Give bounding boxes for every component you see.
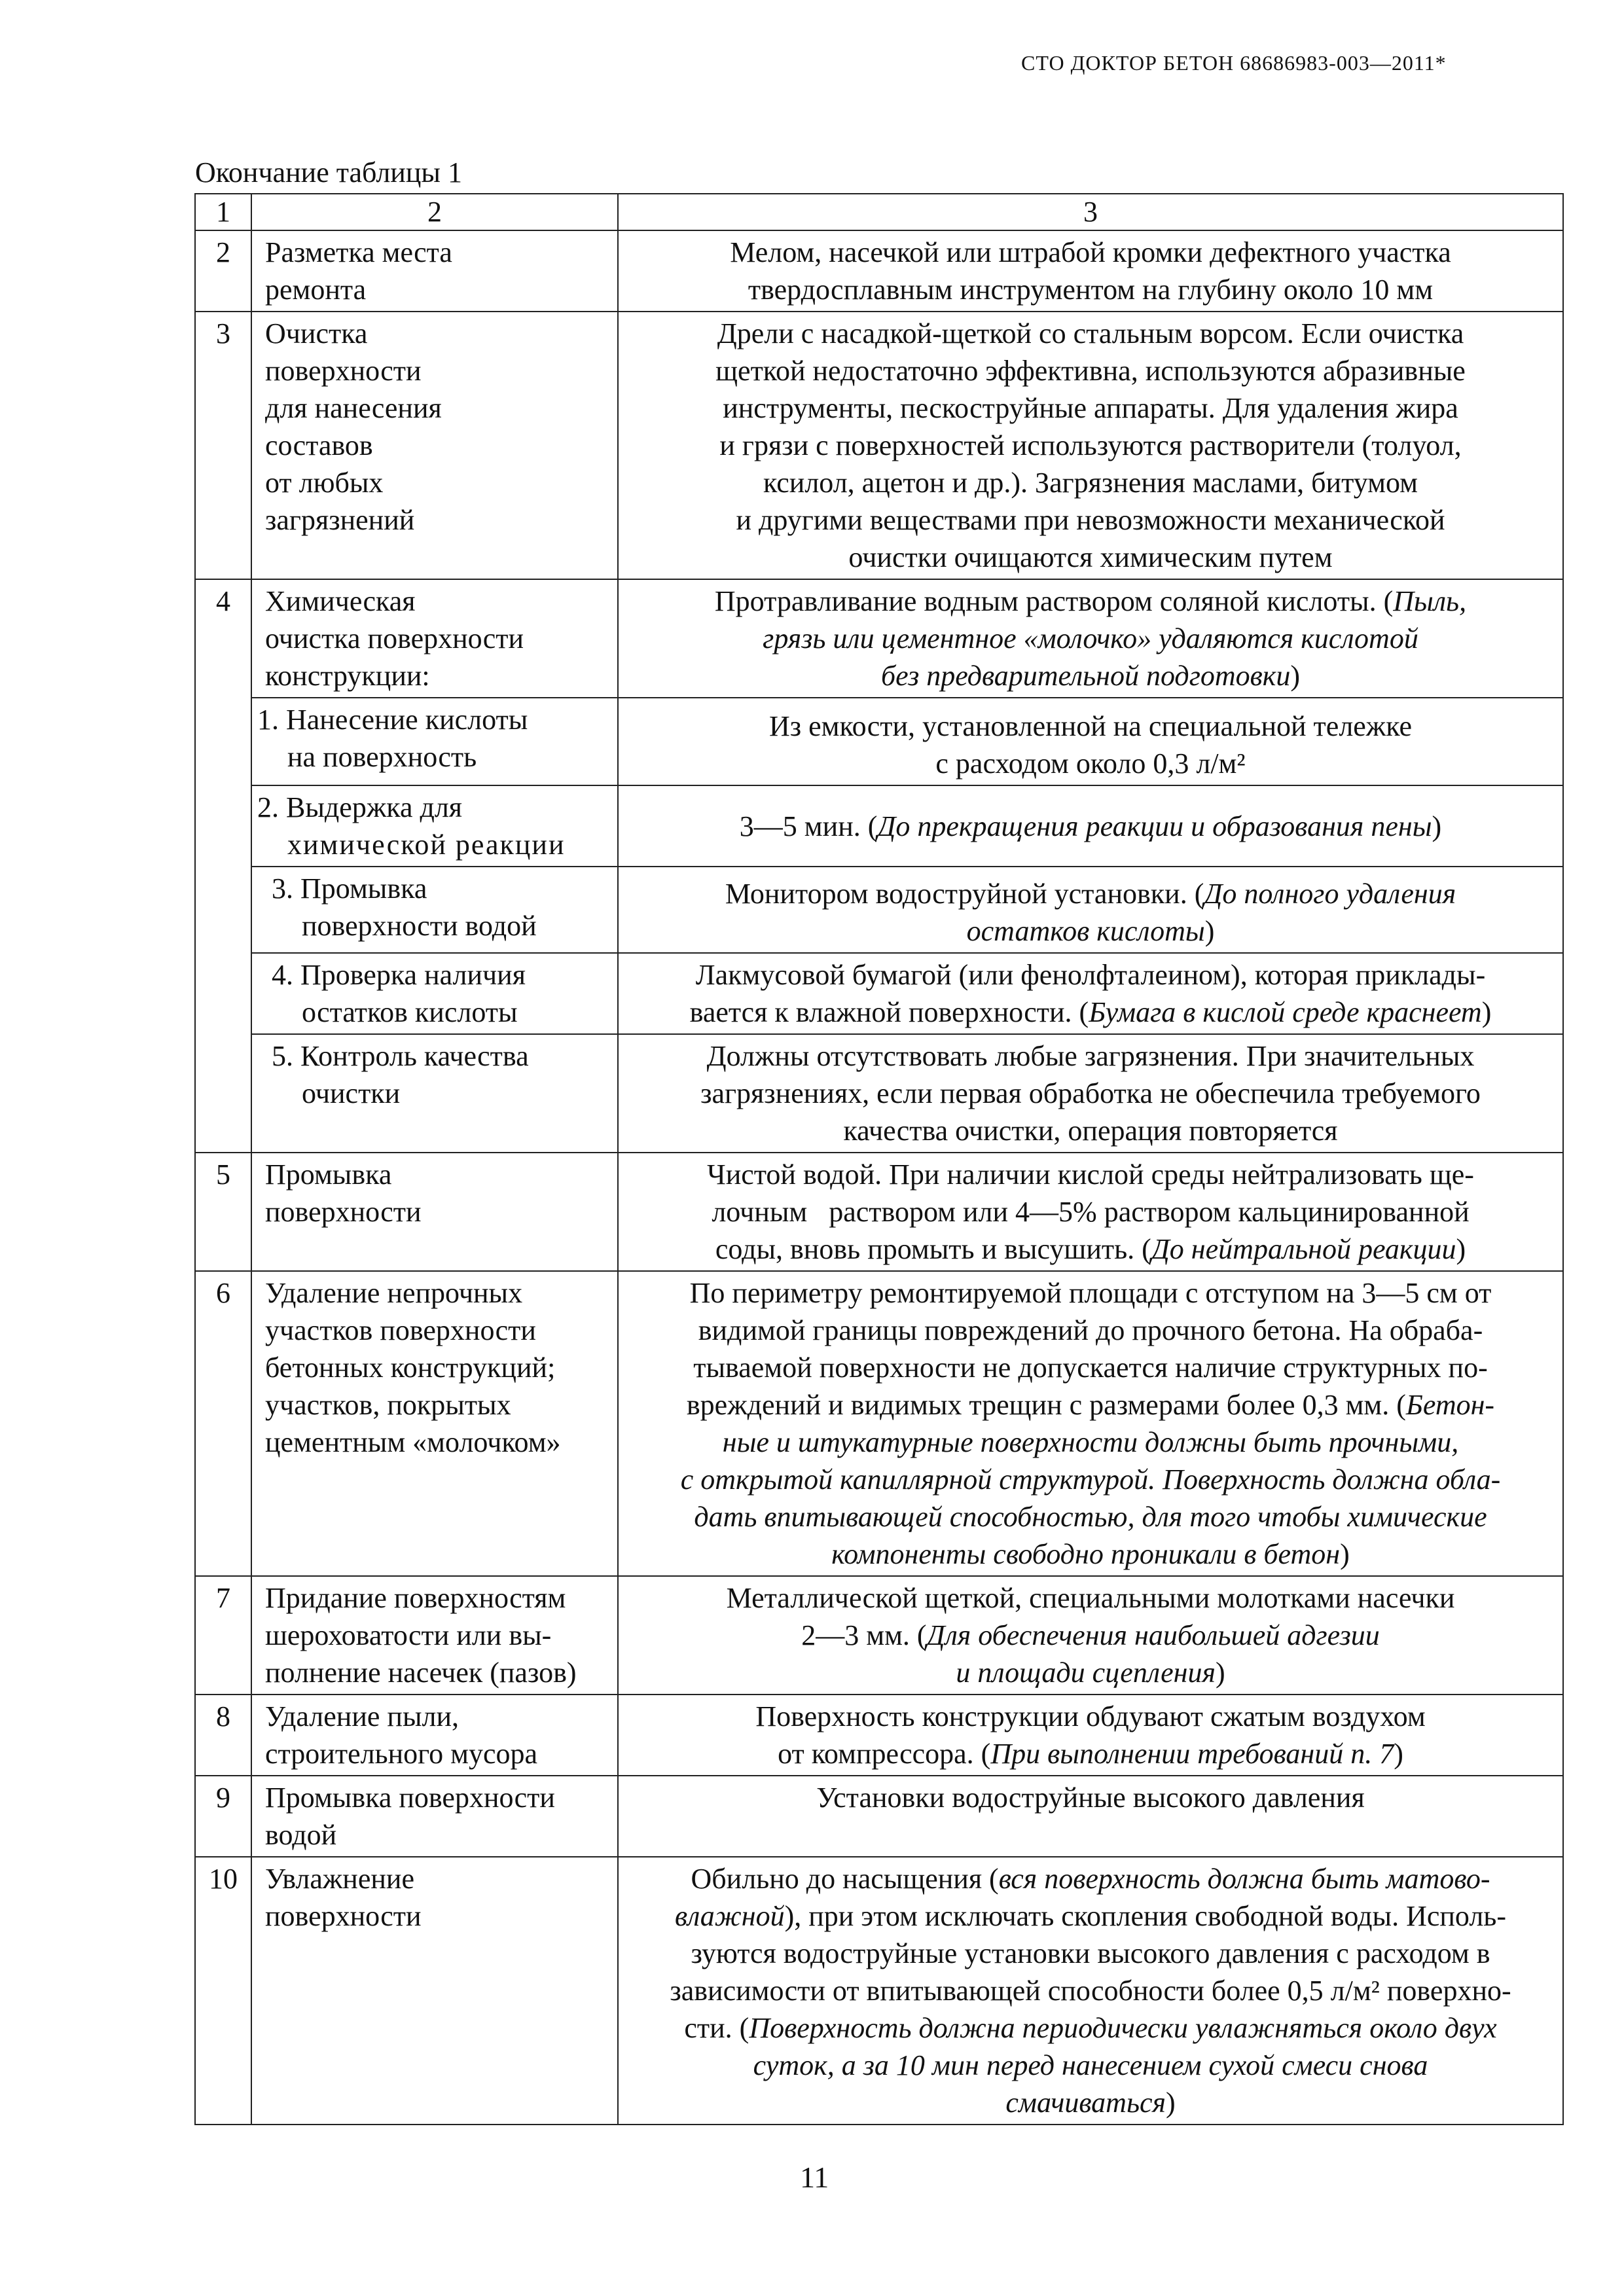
method-line: видимой границы повреждений до прочного бетона. На обраба- (698, 1314, 1483, 1346)
row-number: 5 (195, 1153, 251, 1271)
method-line: лочным раствором или 4—5% раствором кальцинированной (712, 1196, 1470, 1228)
method-note: и площади сцепления (956, 1657, 1216, 1689)
row-number: 4 (195, 579, 251, 1153)
method-text: Монитором водоструйной установки. ( (725, 878, 1204, 910)
operation-cell (251, 785, 618, 867)
operation-line: полнение насечек (пазов) (265, 1657, 577, 1689)
method-note: ные и штукатурные поверхности должны быть прочными, (722, 1426, 1459, 1458)
operation-line: строительного мусора (265, 1738, 538, 1770)
table-subrow (195, 953, 1563, 1034)
operation-line: Придание поверхностям (265, 1582, 566, 1614)
operation-line: шероховатости или вы- (265, 1619, 552, 1651)
method-line: Лакмусовой бумагой (или фенолфталеином), которая приклады- (695, 959, 1486, 991)
table-row (195, 579, 1563, 698)
operation-line: очистки (302, 1077, 401, 1109)
method-line: загрязнениях, если первая обработка не обеспечила требуемого (700, 1077, 1481, 1109)
operation-cell (251, 1271, 618, 1576)
method-text: ) (1290, 660, 1300, 692)
table-subrow (195, 698, 1563, 785)
operation-line: поверхности (265, 355, 422, 387)
method-line: Чистой водой. При наличии кислой среды нейтрализовать ще- (707, 1158, 1474, 1191)
operation-line: Разметка места (265, 236, 452, 268)
table-subrow (195, 785, 1563, 867)
method-line: Металлической щеткой, специальными молотками насечки (726, 1582, 1455, 1614)
method-text: ) (1394, 1738, 1403, 1770)
method-text: ) (1215, 1657, 1225, 1689)
operation-line: 1. Нанесение кислоты (257, 704, 528, 736)
operation-line: 3. Промывка (272, 872, 427, 905)
row-number: 7 (195, 1576, 251, 1695)
method-line: с расходом около 0,3 л/м² (935, 747, 1246, 780)
table-row (195, 1776, 1563, 1857)
operation-line: остатков кислоты (302, 996, 518, 1028)
table-subrow (195, 1034, 1563, 1153)
method-text: 2—3 мм. ( (801, 1619, 927, 1651)
method-note: Для обеспечения наибольшей адгезии (926, 1619, 1380, 1651)
method-text: ) (1481, 996, 1492, 1028)
operation-line: Промывка (265, 1158, 392, 1191)
operation-cell (251, 953, 618, 1034)
operation-cell (251, 579, 618, 698)
method-note: До прекращения реакции и образования пены (877, 810, 1432, 842)
row-number: 3 (195, 312, 251, 579)
document-header: СТО ДОКТОР БЕТОН 68686983-003—2011* (1021, 51, 1447, 75)
operation-line: Удаление непрочных (265, 1277, 523, 1309)
table-row (195, 1271, 1563, 1576)
method-text: 3—5 мин. ( (739, 810, 878, 842)
method-text: ) (1165, 2087, 1176, 2119)
table-row (195, 312, 1563, 579)
operation-line: 5. Контроль качества (272, 1040, 529, 1072)
page-number: 11 (800, 2161, 829, 2194)
operation-cell (251, 1857, 618, 2125)
operation-line: Удаление пыли, (265, 1700, 460, 1732)
operation-cell (251, 1776, 618, 1857)
table-subrow (195, 867, 1563, 953)
method-line: Поверхность конструкции обдувают сжатым воздухом (755, 1700, 1426, 1732)
method-line: Дрели с насадкой-щеткой со стальным ворсом. Если очистка (717, 317, 1464, 350)
table-row (195, 1695, 1563, 1776)
method-cell (618, 1153, 1563, 1271)
method-text: вается к влажной поверхности. ( (689, 996, 1089, 1028)
operation-line: 2. Выдержка для (257, 791, 463, 823)
operation-cell (251, 1034, 618, 1153)
operation-line: водой (265, 1819, 337, 1851)
operation-line: конструкции: (265, 660, 430, 692)
method-note: с открытой капиллярной структурой. Поверхность должна обла- (680, 1463, 1501, 1496)
method-note: вся поверхность должна быть матово- (998, 1863, 1490, 1895)
method-text: ) (1204, 915, 1215, 947)
operation-line: химической реакции (287, 829, 566, 861)
method-line: тываемой поверхности не допускается наличие структурных по- (693, 1352, 1488, 1384)
method-cell (618, 698, 1563, 785)
operation-line: участков, покрытых (265, 1389, 511, 1421)
operation-cell (251, 1153, 618, 1271)
method-cell (618, 867, 1563, 953)
column-header-3: 3 (618, 194, 1563, 230)
row-number: 2 (195, 230, 251, 312)
operation-line: составов (265, 429, 373, 461)
method-cell (618, 230, 1563, 312)
method-note: грязь или цементное «молочко» удаляются кислотой (763, 622, 1418, 655)
method-text: ), при этом исключать скопления свободной воды. Исполь- (784, 1900, 1507, 1932)
method-line: и другими веществами при невозможности механической (736, 504, 1445, 536)
table-caption: Окончание таблицы 1 (195, 156, 462, 188)
row-number: 6 (195, 1271, 251, 1576)
operation-line: от любых (265, 467, 384, 499)
method-note: без предварительной подготовки (881, 660, 1291, 692)
column-header-1: 1 (195, 194, 251, 230)
operation-line: Очистка (265, 317, 368, 350)
method-note: остатков кислоты (966, 915, 1205, 947)
method-cell (618, 1034, 1563, 1153)
operation-line: цементным «молочком» (265, 1426, 561, 1458)
method-note: дать впитывающей способностью, для того чтобы химические (694, 1501, 1487, 1533)
operation-line: Промывка поверхности (265, 1782, 555, 1814)
row-number: 9 (195, 1776, 251, 1857)
table-header-row (195, 194, 1563, 230)
operation-line: 4. Проверка наличия (272, 959, 526, 991)
operation-line: Химическая (265, 585, 416, 617)
method-text: от компрессора. ( (778, 1738, 991, 1770)
operation-line: Увлажнение (265, 1863, 414, 1895)
row-number: 10 (195, 1857, 251, 2125)
method-cell (618, 785, 1563, 867)
operation-line: на поверхность (287, 741, 477, 773)
operation-cell (251, 312, 618, 579)
method-note: Пыль, (1393, 585, 1467, 617)
operation-line: поверхности водой (302, 910, 537, 942)
method-cell (618, 1857, 1563, 2125)
method-line: ксилол, ацетон и др.). Загрязнения маслами, битумом (763, 467, 1418, 499)
method-note: суток, а за 10 мин перед нанесением сухой смеси снова (753, 2049, 1428, 2081)
method-note: Бумага в кислой среде краснеет (1089, 996, 1482, 1028)
method-cell (618, 579, 1563, 698)
row-number: 8 (195, 1695, 251, 1776)
method-note: При выполнении требований п. 7 (990, 1738, 1394, 1770)
operations-table (194, 193, 1564, 2125)
method-text: соды, вновь промыть и высушить. ( (715, 1233, 1151, 1265)
method-cell (618, 312, 1563, 579)
method-cell (618, 1576, 1563, 1695)
method-cell (618, 1271, 1563, 1576)
method-line: зависимости от впитывающей способности более 0,5 л/м² поверхно- (670, 1975, 1511, 2007)
method-line: твердосплавным инструментом на глубину около 10 мм (748, 274, 1434, 306)
table-row (195, 1857, 1563, 2125)
operation-line: загрязнений (265, 504, 415, 536)
method-note: Бетон- (1405, 1389, 1495, 1421)
operation-line: ремонта (265, 274, 367, 306)
method-text: сти. ( (684, 2012, 749, 2044)
method-note: До нейтральной реакции (1151, 1233, 1456, 1265)
method-note: влажной (674, 1900, 785, 1932)
operation-line: участков поверхности (265, 1314, 536, 1346)
operation-cell (251, 230, 618, 312)
method-line: зуются водоструйные установки высокого давления с расходом в (691, 1937, 1490, 1969)
method-cell (618, 953, 1563, 1034)
method-text: ) (1456, 1233, 1466, 1265)
method-text: ) (1432, 810, 1442, 842)
method-line: Из емкости, установленной на специальной тележке (768, 710, 1413, 742)
method-line: щеткой недостаточно эффективна, используются абразивные (715, 355, 1466, 387)
method-text: ) (1340, 1538, 1350, 1570)
operation-line: поверхности (265, 1196, 422, 1228)
method-line: Мелом, насечкой или штрабой кромки дефектного участка (730, 236, 1451, 268)
method-cell (618, 1776, 1563, 1857)
method-text: Обильно до насыщения ( (691, 1863, 999, 1895)
method-line: Установки водоструйные высокого давления (816, 1782, 1365, 1814)
table-row (195, 1153, 1563, 1271)
operation-cell (251, 698, 618, 785)
table-row (195, 1576, 1563, 1695)
method-note: компоненты свободно проникали в бетон (831, 1538, 1341, 1570)
operation-cell (251, 1695, 618, 1776)
method-line: качества очистки, операция повторяется (843, 1115, 1338, 1147)
operation-line: для нанесения (265, 392, 442, 424)
method-line: и грязи с поверхностей используются растворители (толуол, (719, 429, 1462, 461)
method-line: инструменты, пескоструйные аппараты. Для удаления жира (723, 392, 1458, 424)
method-note: смачиваться (1005, 2087, 1166, 2119)
column-header-2: 2 (251, 194, 618, 230)
method-cell (618, 1695, 1563, 1776)
method-text: Протравливание водным раствором соляной кислоты. ( (714, 585, 1394, 617)
operation-line: бетонных конструкций; (265, 1352, 556, 1384)
operation-line: поверхности (265, 1900, 422, 1932)
method-note: До полного удаления (1204, 878, 1456, 910)
method-text: вреждений и видимых трещин с размерами более 0,3 мм. ( (686, 1389, 1406, 1421)
table-row (195, 230, 1563, 312)
operation-cell (251, 867, 618, 953)
operation-cell (251, 1576, 618, 1695)
method-line: очистки очищаются химическим путем (848, 541, 1333, 573)
method-line: По периметру ремонтируемой площади с отступом на 3—5 см от (689, 1277, 1492, 1309)
operation-line: очистка поверхности (265, 622, 524, 655)
method-note: Поверхность должна периодически увлажняться около двух (749, 2012, 1497, 2044)
method-line: Должны отсутствовать любые загрязнения. При значительных (706, 1040, 1475, 1072)
